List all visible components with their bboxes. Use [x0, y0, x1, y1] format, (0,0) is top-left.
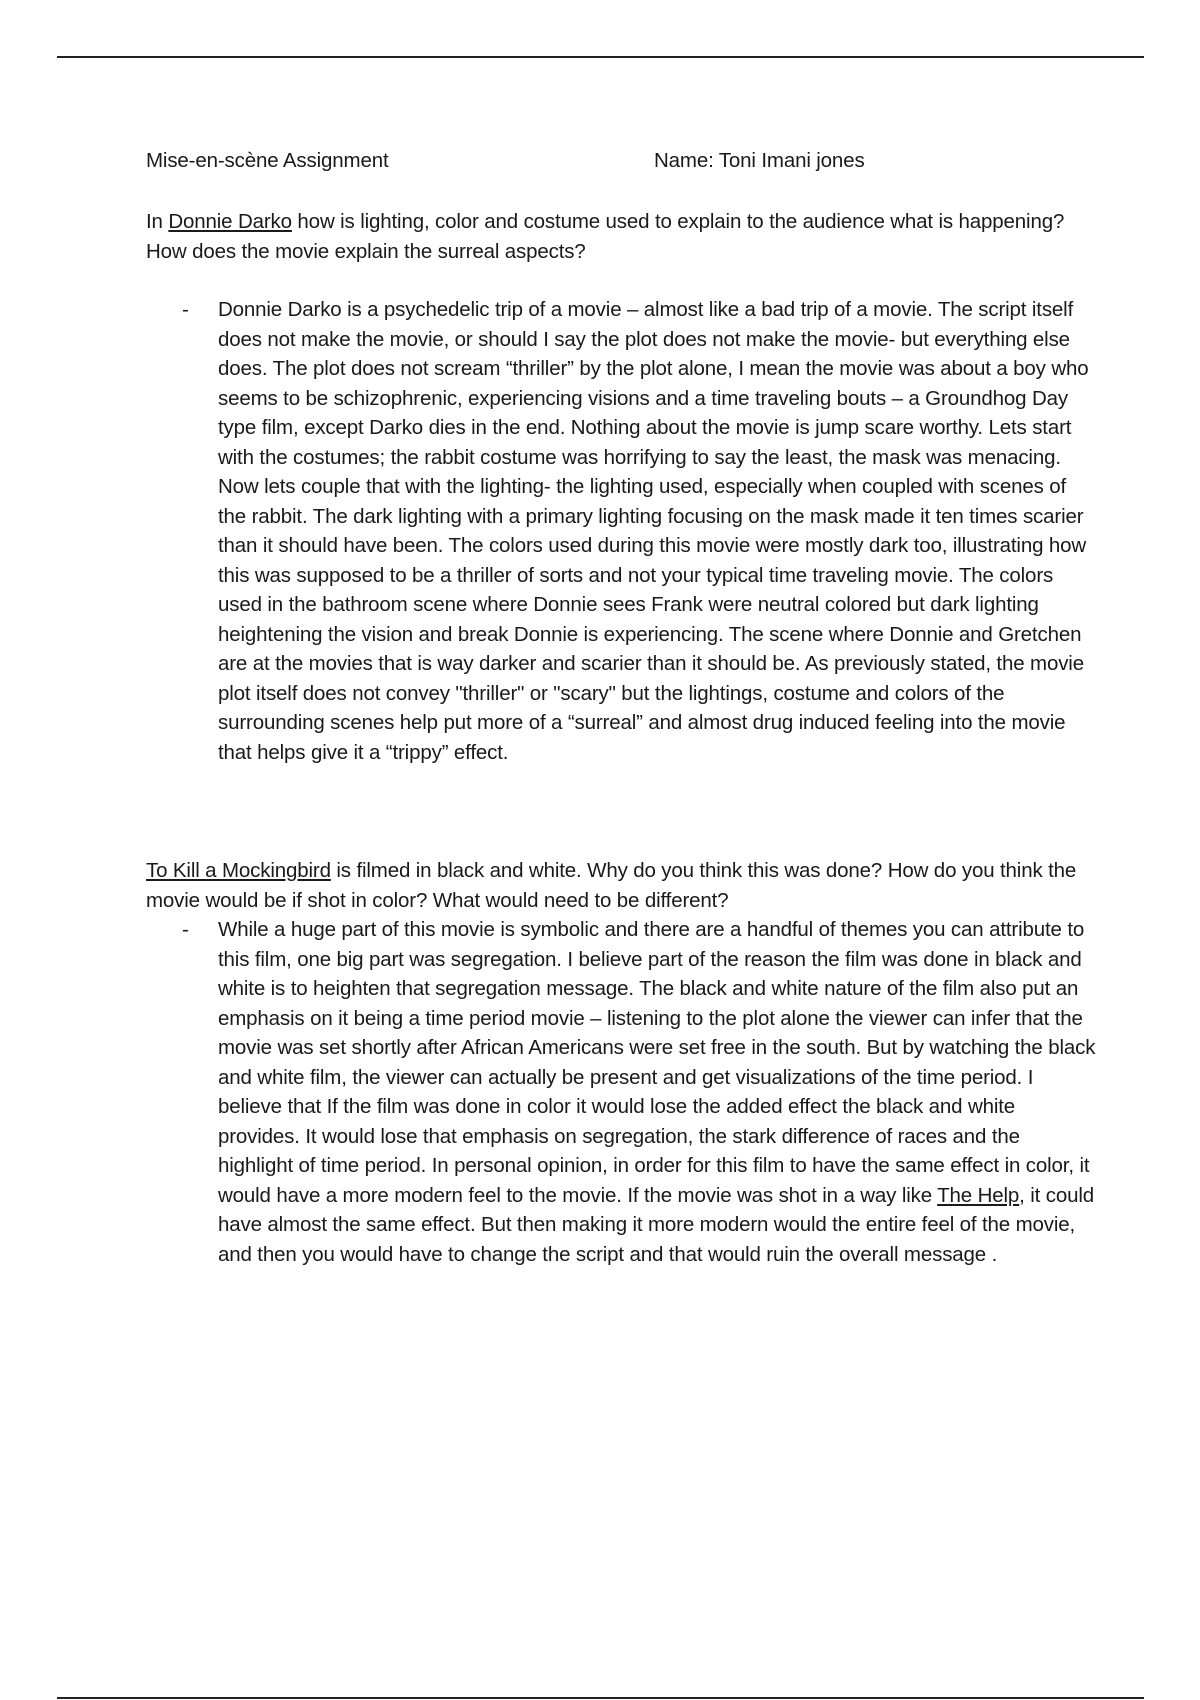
answer-2-text-after: , it could have almost the same effect. But then making it more modern would the entire feel of the movie, and then you would have to change the script and that would ruin the overall message . [218, 1183, 1094, 1266]
header-line [146, 146, 1106, 176]
question-1-prefix: In [146, 210, 169, 233]
question-1-film-title: Donnie Darko [168, 210, 292, 233]
document-body [146, 146, 1106, 1269]
answer-2-text-before: While a huge part of this movie is symbolic and there are a handful of themes you can attribute to this film, one big part was segregation. I believe part of the reason the film was done in black and white is to heighten that segregation message. The black and white nature of the film also put an emphasis on it being a time period movie – listening to the plot alone the viewer can infer that the movie was set shortly after African Americans were set free in the south. But by watching the black and white film, the viewer can actually be present and get visualizations of the time period. I believe that If the film was done in color it would lose the added effect the black and white provides. It would lose that emphasis on segregation, the stark difference of races and the highlight of time period. In personal opinion, in order for this film to have the same effect in color, it would have a more modern feel to the movie. If the movie was shot in a way like [218, 918, 1096, 1207]
answer-1-text: Donnie Darko is a psychedelic trip of a movie – almost like a bad trip of a movie. The script itself does not make the movie, or should I say the plot does not make the movie- but everything else does. The plot does not scream “thriller” by the plot alone, I mean the movie was about a boy who seems to be schizophrenic, experiencing visions and a time traveling bouts – a Groundhog Day type film, except Darko dies in the end. Nothing about the movie is jump scare worthy. Lets start with the costumes; the rabbit costume was horrifying to say the least, the mask was menacing. Now lets couple that with the lighting- the lighting used, especially when coupled with scenes of the rabbit. The dark lighting with a primary lighting focusing on the mask made it ten times scarier than it should have been. The colors used during this movie were mostly dark too, illustrating how this was supposed to be a thriller of sorts and not your typical time traveling movie. The colors used in the bathroom scene where Donnie sees Frank were neutral colored but dark lighting heightening the vision and break Donnie is experiencing. The scene where Donnie and Gretchen are at the movies that is way darker and scarier than it should be. As previously stated, the movie plot itself does not convey "thriller" or "scary" but the lightings, costume and colors of the surrounding scenes help put more of a “surreal” and almost drug induced feeling into the movie that helps give it a “trippy” effect. [218, 298, 1089, 764]
answer-2 [146, 915, 1098, 1269]
answer-1-bullet-marker: - [182, 298, 189, 321]
question-2-text: is filmed in black and white. Why do you think this was done? How do you think the movie would be if shot in color? What would need to be different? [146, 859, 1077, 912]
question-2 [146, 856, 1106, 915]
student-name: Name: Toni Imani jones [654, 149, 865, 172]
question-2-film-title: To Kill a Mockingbird [146, 859, 331, 882]
question-1-text: how is lighting, color and costume used to explain to the audience what is happening? How does the movie explain the surreal aspects? [146, 210, 1065, 263]
answer-2-bullet-marker: - [182, 918, 189, 941]
top-rule [57, 56, 1144, 58]
answer-1 [146, 295, 1098, 767]
bottom-rule [57, 1697, 1144, 1699]
answer-2-film-reference: The Help [937, 1183, 1020, 1207]
question-1 [146, 207, 1106, 266]
assignment-title: Mise-en-scène Assignment [146, 149, 389, 172]
